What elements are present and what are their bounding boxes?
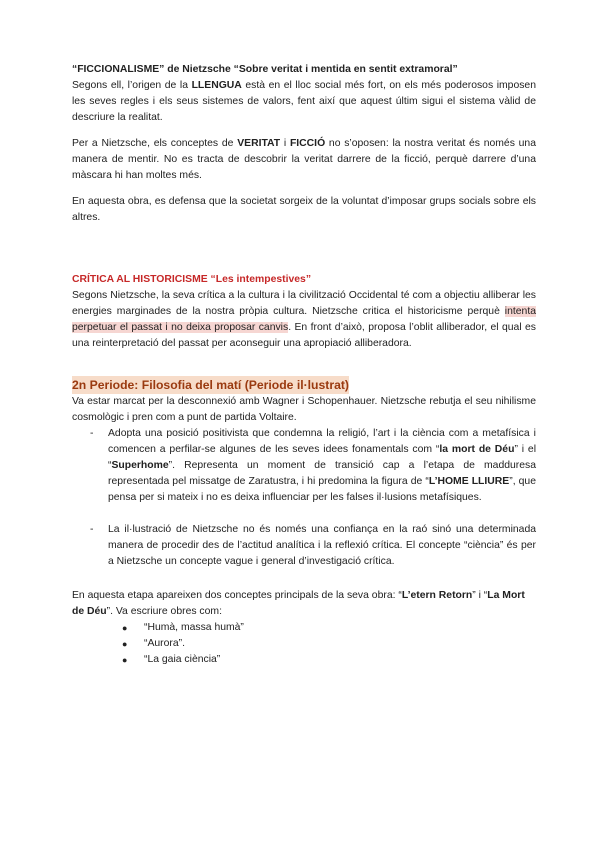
list-item: [72, 522, 536, 570]
work-title: “La gaia ciència”: [144, 654, 221, 665]
text-run: . En front d’això, proposa l’oblit alliberador, el qual es una reinterpretació del passat per aconseguir una apropiació alliberadora.: [72, 322, 537, 349]
list-item: [72, 652, 536, 668]
bold-term-la-mort-de-deu: La Mort de Déu: [72, 590, 525, 617]
bold-term-mort-de-deu: la mort de Déu: [439, 444, 515, 455]
work-title: “Aurora”.: [144, 638, 185, 649]
text-run: Segons Nietzsche, la seva crítica a la cultura i la civilització Occidental té com a objectiu alliberar les energies marginades de la nostra pròpia cultura. Nietzsche critica el historicisme perquè: [72, 290, 536, 317]
list-item: [72, 620, 536, 636]
text-run: Segons ell, l’origen de la: [72, 80, 192, 91]
text-run: ”. Va escriure obres com:: [106, 606, 222, 617]
works-list: [72, 620, 536, 668]
bold-term-superhome: Superhome: [111, 460, 169, 471]
bold-term-etern-retorn: L’etern Retorn: [401, 590, 473, 601]
document-page: [72, 62, 536, 668]
text-run: ” i “: [472, 590, 488, 601]
dash-list: [72, 426, 536, 570]
dash-marker: -: [90, 524, 94, 535]
text-run: Adopta una posició positivista que condemna la religió, l’art i la ciència com a metafísica i comencen a perfilar-se algunes de les seves idees fonamentals com “: [108, 428, 536, 455]
list-item: [72, 636, 536, 652]
section1-paragraph-2: [72, 136, 536, 184]
bold-term-home-lliure: L’HOME LLIURE: [428, 476, 510, 487]
text-run: Per a Nietzsche, els conceptes de: [72, 138, 238, 149]
section1-paragraph-1: [72, 78, 536, 126]
text-run: ” i el “: [108, 444, 536, 471]
text-run: i: [280, 138, 290, 149]
text-run: La il·lustració de Nietzsche no és només una confiança en la raó sinó una determinada manera de procedir des de l’actitud analítica i la reflexió crítica. El concepte “ciència” és per a Nietzsche un concepte vague i general d’investigació crítica.: [108, 524, 536, 567]
bold-term-veritat: VERITAT: [237, 138, 281, 149]
bullet-icon: ●: [122, 655, 128, 665]
work-title: “Humà, massa humà”: [144, 622, 244, 633]
section1-paragraph-3: En aquesta obra, es defensa que la societat sorgeix de la voluntat d’imposar grups socials sobre els altres.: [72, 196, 536, 223]
section3-heading: 2n Periode: Filosofia del matí (Periode il·lustrat): [72, 378, 349, 392]
list-item: [72, 426, 536, 506]
bullet-icon: ●: [122, 639, 128, 649]
bullet-icon: ●: [122, 623, 128, 633]
text-run: està en el lloc social més fort, on els més poderosos imposen les seves regles i els seus sistemes de valors, fent així que aquest últim sigui el sistema vàlid de descriure la realitat.: [72, 80, 536, 123]
dash-marker: -: [90, 428, 94, 439]
section2-paragraph: [72, 288, 536, 352]
section3-closing: [72, 588, 536, 620]
text-run: ”, que pensa per si mateix i no es deixa influenciar per les falses il·lusions metafísiques.: [108, 476, 536, 503]
section2-title: CRÍTICA AL HISTORICISME “Les intempestives”: [72, 274, 312, 285]
text-run: no s’oposen: la nostra veritat és només una manera de mentir. No es tracta de descobrir la veritat darrere de la ficció, perquè darrere d’una màscara hi han moltes més.: [72, 138, 536, 181]
bold-term-ficcio: FICCIÓ: [289, 138, 326, 149]
section1-title: “FICCIONALISME” de Nietzsche “Sobre veritat i mentida en sentit extramoral”: [72, 64, 458, 75]
text-run: ”. Representa un moment de transició cap a l’etapa de madduresa representada pel missatge de Zaratustra, i hi predomina la figura de “: [108, 460, 536, 487]
bold-term-llengua: LLENGUA: [191, 80, 242, 91]
section3-intro: Va estar marcat per la desconnexió amb Wagner i Schopenhauer. Nietzsche rebutja el seu nihilisme cosmològic i pren com a punt de partida Voltaire.: [72, 396, 536, 423]
text-run: En aquesta etapa apareixen dos conceptes principals de la seva obra: “: [72, 590, 402, 601]
highlighted-text: intenta perpetuar el passat i no deixa proposar canvis: [72, 306, 536, 333]
